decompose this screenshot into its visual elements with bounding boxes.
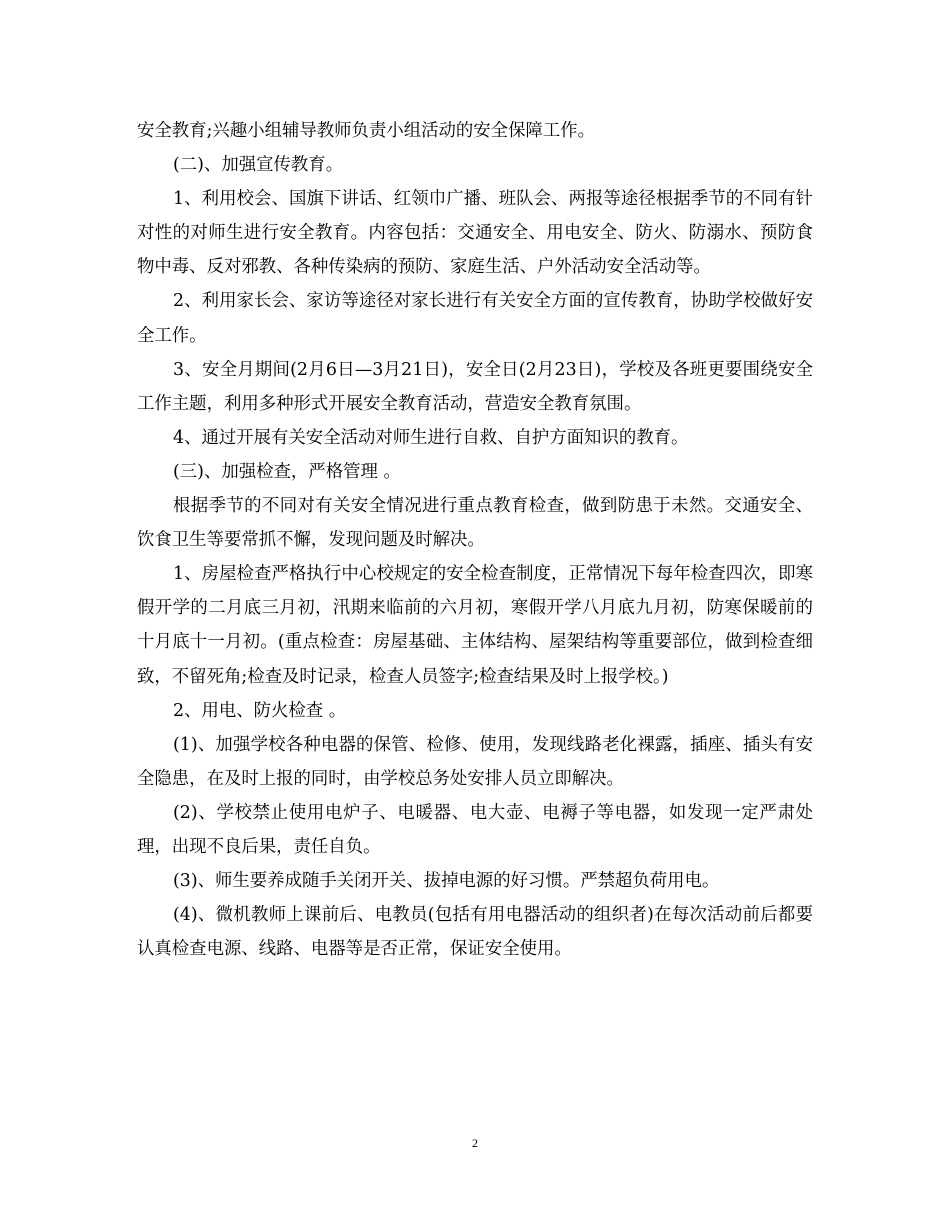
paragraph: 1、房屋检查严格执行中心校规定的安全检查制度，正常情况下每年检查四次，即寒假开学的二月底三月初，汛期来临前的六月初，寒假开学八月底九月初，防寒保暖前的十月底十一月初。(重点检查：房屋基础、主体结构、屋架结构等重要部位，做到检查细致，不留死角;检查及时记录，检查人员签字;检查结果及时上报学校。) — [137, 564, 813, 687]
paragraph: (1)、加强学校各种电器的保管、检修、使用，发现线路老化裸露，插座、插头有安全隐患，在及时上报的同时，由学校总务处安排人员立即解决。 — [137, 734, 813, 789]
paragraph: (4)、微机教师上课前后、电教员(包括有用电器活动的组织者)在每次活动前后都要认真检查电源、线路、电器等是否正常，保证安全使用。 — [137, 905, 813, 960]
paragraph: 3、安全月期间(2月6日—3月21日)，安全日(2月23日)，学校及各班更要围绕安全工作主题，利用多种形式开展安全教育活动，营造安全教育氛围。 — [137, 359, 813, 414]
paragraph: 2、利用家长会、家访等途径对家长进行有关安全方面的宣传教育，协助学校做好安全工作。 — [137, 291, 813, 346]
section-heading: (三)、加强检查，严格管理 。 — [173, 461, 401, 482]
body-text — [137, 114, 813, 966]
subsection-heading: 2、用电、防火检查 。 — [173, 700, 347, 721]
paragraph: (2)、学校禁止使用电炉子、电暖器、电大壶、电褥子等电器，如发现一定严肃处理，出现不良后果，责任自负。 — [137, 802, 813, 857]
paragraph: 1、利用校会、国旗下讲话、红领巾广播、班队会、两报等途径根据季节的不同有针对性的对师生进行安全教育。内容包括：交通安全、用电安全、防火、防溺水、预防食物中毒、反对邪教、各种传染病的预防、家庭生活、户外活动安全活动等。 — [137, 189, 813, 278]
paragraph: 4、通过开展有关安全活动对师生进行自救、自护方面知识的教育。 — [173, 427, 689, 448]
section-heading: (二)、加强宣传教育。 — [173, 155, 344, 176]
paragraph: 根据季节的不同对有关安全情况进行重点教育检查，做到防患于未然。交通安全、饮食卫生等要常抓不懈，发现问题及时解决。 — [137, 496, 813, 551]
page-number: 2 — [472, 1136, 478, 1150]
paragraph: 安全教育;兴趣小组辅导教师负责小组活动的安全保障工作。 — [137, 121, 596, 141]
paragraph: (3)、师生要养成随手关闭开关、拔掉电源的好习惯。严禁超负荷用电。 — [173, 871, 720, 892]
